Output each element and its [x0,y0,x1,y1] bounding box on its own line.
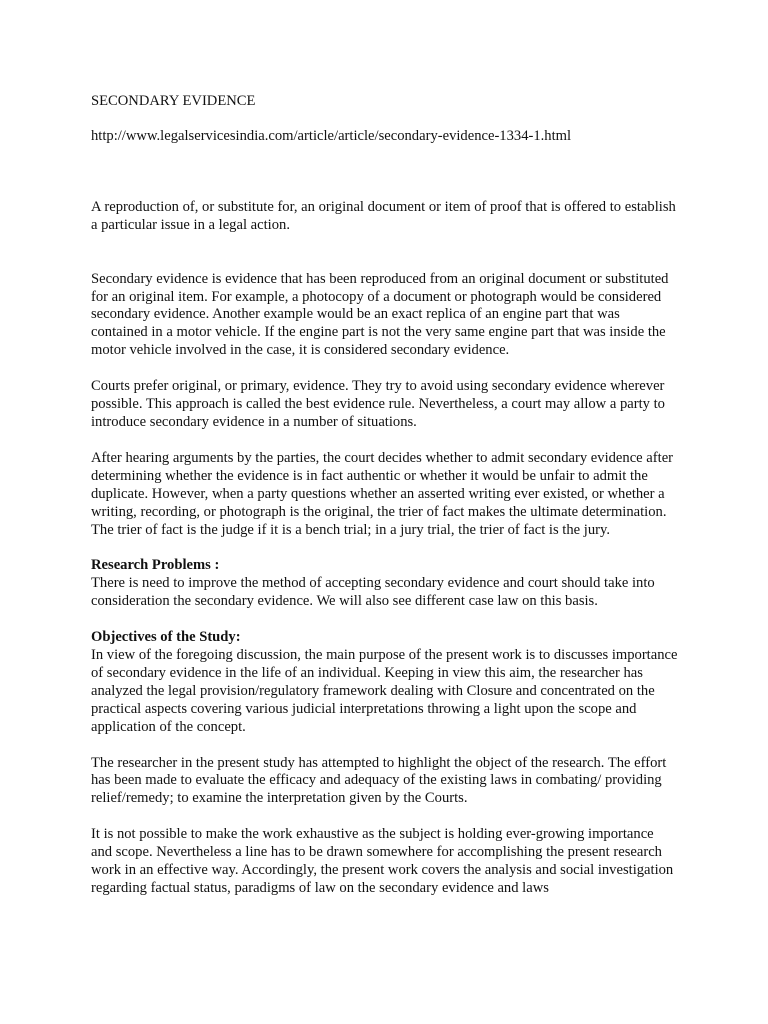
body-paragraph: Secondary evidence is evidence that has been reproduced from an original document or substituted for an original item. For example, a photocopy of a document or photograph would be considered secondary evidence. Another example would be an exact replica of an engine part that was contained in a motor vehicle. If the engine part is not the very same engine part that was inside the motor vehicle involved in the case, it is considered secondary evidence. [91,270,669,359]
definition-paragraph: A reproduction of, or substitute for, an original document or item of proof that is offered to establish a particular issue in a legal action. [91,198,676,233]
body-paragraph: After hearing arguments by the parties, the court decides whether to admit secondary evidence after determining whether the evidence is in fact authentic or whether it would be unfair to admit the duplicate. However, when a party questions whether an asserted writing ever existed, or whether a writing, recording, or photograph is the original, the trier of fact makes the ultimate determination. The trier of fact is the judge if it is a bench trial; in a jury trial, the trier of fact is the jury. [91,449,674,538]
research-problems-heading: Research Problems : [91,557,220,574]
research-problems-text: There is need to improve the method of accepting secondary evidence and court should take into consideration the secondary evidence. We will also see different case law on this basis. [91,575,655,610]
objectives-heading: Objectives of the Study: [91,629,241,646]
source-url: http://www.legalservicesindia.com/article/article/secondary-evidence-1334-1.html [91,127,572,144]
body-paragraph: Courts prefer original, or primary, evidence. They try to avoid using secondary evidence wherever possible. This approach is called the best evidence rule. Nevertheless, a court may allow a party to introduce secondary evidence in a number of situations. [91,378,665,430]
document-title: SECONDARY EVIDENCE [91,93,256,109]
objectives-paragraph: It is not possible to make the work exhaustive as the subject is holding ever-growing importance and scope. Nevertheless a line has to be drawn somewhere for accomplishing the present research work in an effective way. Accordingly, the present work covers the analysis and social investigation regarding factual status, paradigms of law on the secondary evidence and laws [91,826,674,896]
objectives-paragraph: The researcher in the present study has attempted to highlight the object of the research. The effort has been made to evaluate the efficacy and adequacy of the existing laws in combating/ providing relief/remedy; to examine the interpretation given by the Courts. [91,754,667,807]
objectives-paragraph: In view of the foregoing discussion, the main purpose of the present work is to discusses importance of secondary evidence in the life of an individual. Keeping in view this aim, the researcher has analyzed the legal provision/regulatory framework dealing with Closure and concentrated on the practical aspects covering various judicial interpretations throwing a light upon the scope and application of the concept. [91,647,678,735]
